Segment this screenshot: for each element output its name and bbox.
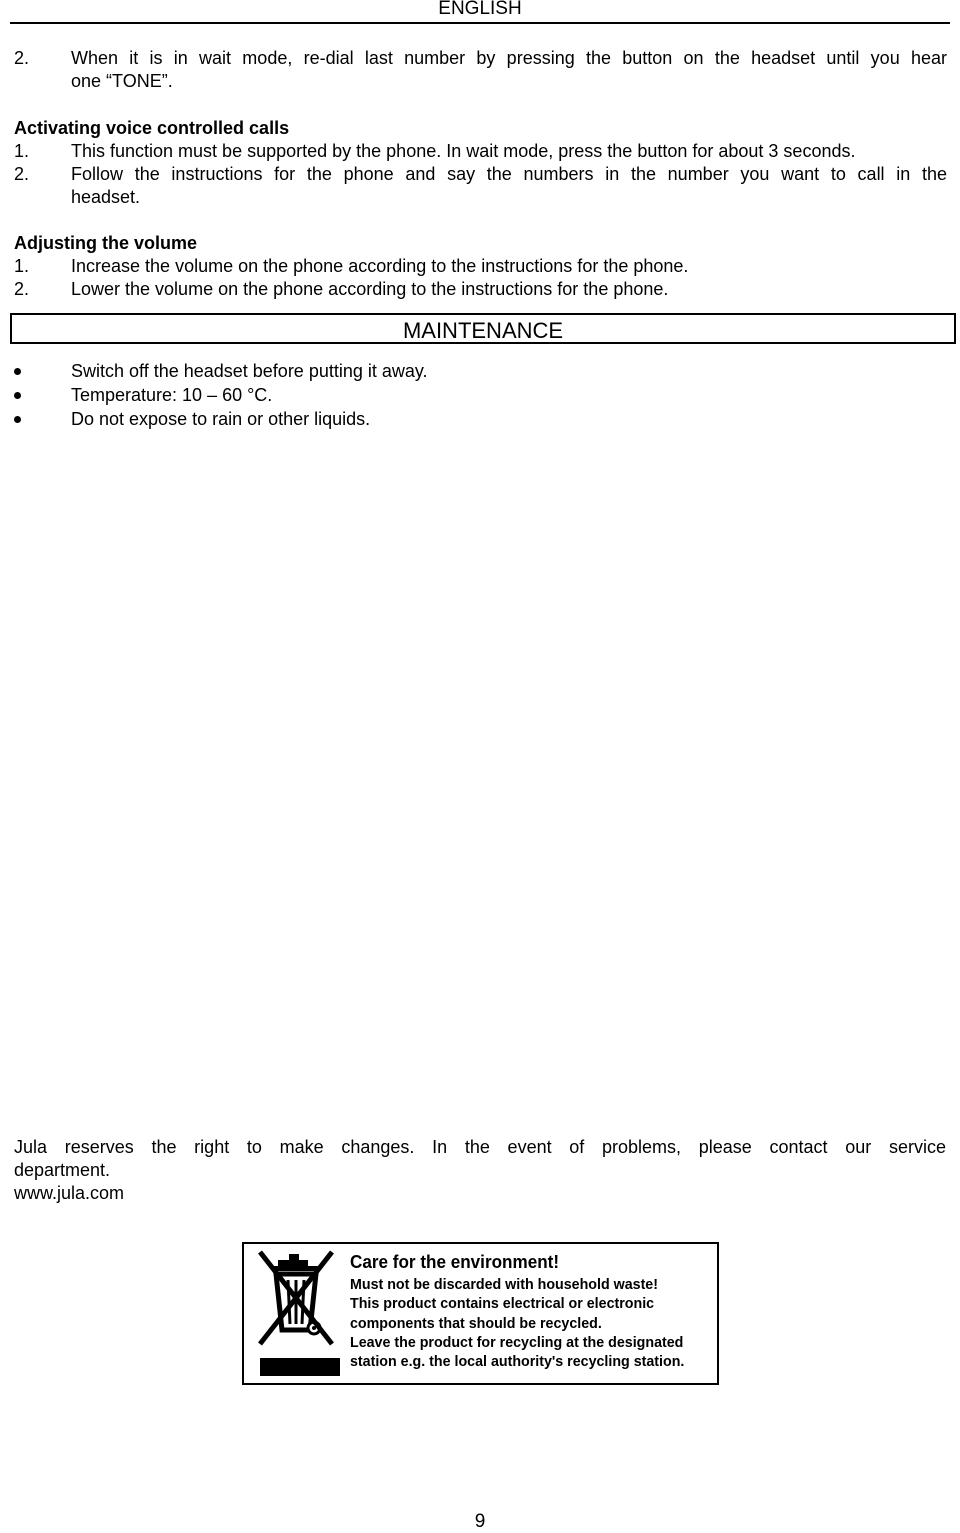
voice-calls-step-2-text-line1: Follow the instructions for the phone and say the numbers in the number you want to call in the bbox=[71, 164, 947, 184]
redial-step-text-line2: one “TONE”. bbox=[71, 71, 173, 91]
maintenance-heading: MAINTENANCE bbox=[402, 318, 564, 343]
page-header-title: ENGLISH bbox=[438, 0, 522, 19]
maintenance-heading-box bbox=[10, 313, 956, 344]
voice-calls-step-1-number: 1. bbox=[14, 141, 30, 161]
footer-notice-line1: Jula reserves the right to make changes. In the event of problems, please contact our service bbox=[14, 1137, 946, 1157]
voice-calls-step-2-text-line2: headset. bbox=[71, 187, 141, 207]
voice-calls-heading: Activating voice controlled calls bbox=[14, 118, 290, 138]
footer-website: www.jula.com bbox=[14, 1183, 125, 1203]
voice-calls-step-1-text: This function must be supported by the phone. In wait mode, press the button for about 3 seconds. bbox=[71, 141, 856, 161]
crossed-out-wheelie-bin-icon bbox=[252, 1246, 348, 1382]
bullet-icon bbox=[14, 392, 21, 399]
environment-heading: Care for the environment! bbox=[350, 1252, 560, 1272]
page-number: 9 bbox=[474, 1511, 486, 1532]
redial-step-text-line1: When it is in wait mode, re-dial last number by pressing the button on the headset until you hear bbox=[71, 48, 947, 68]
volume-step-2-text: Lower the volume on the phone according to the instructions for the phone. bbox=[71, 279, 669, 299]
volume-step-1-text: Increase the volume on the phone according to the instructions for the phone. bbox=[71, 256, 689, 276]
volume-step-1-number: 1. bbox=[14, 256, 30, 276]
environment-line: Leave the product for recycling at the designated bbox=[350, 1334, 684, 1351]
maintenance-bullet-text: Switch off the headset before putting it away. bbox=[71, 361, 428, 381]
volume-step-2-number: 2. bbox=[14, 279, 30, 299]
maintenance-bullet-text: Temperature: 10 – 60 °C. bbox=[71, 385, 273, 405]
redial-step-number: 2. bbox=[14, 48, 30, 68]
environment-notice bbox=[242, 1242, 719, 1385]
maintenance-bullet-text: Do not expose to rain or other liquids. bbox=[71, 409, 371, 429]
environment-line: This product contains electrical or electronic bbox=[350, 1295, 655, 1312]
voice-calls-step-2-number: 2. bbox=[14, 164, 30, 184]
environment-line: station e.g. the local authority's recycling station. bbox=[350, 1353, 685, 1370]
environment-line: Must not be discarded with household waste! bbox=[350, 1276, 658, 1293]
bullet-icon bbox=[14, 368, 21, 375]
bullet-icon bbox=[14, 416, 21, 423]
footer-notice-line2: department. bbox=[14, 1160, 111, 1180]
footer-notice bbox=[14, 1136, 946, 1159]
header-divider bbox=[10, 22, 950, 24]
volume-heading: Adjusting the volume bbox=[14, 233, 198, 253]
environment-line: components that should be recycled. bbox=[350, 1315, 602, 1332]
